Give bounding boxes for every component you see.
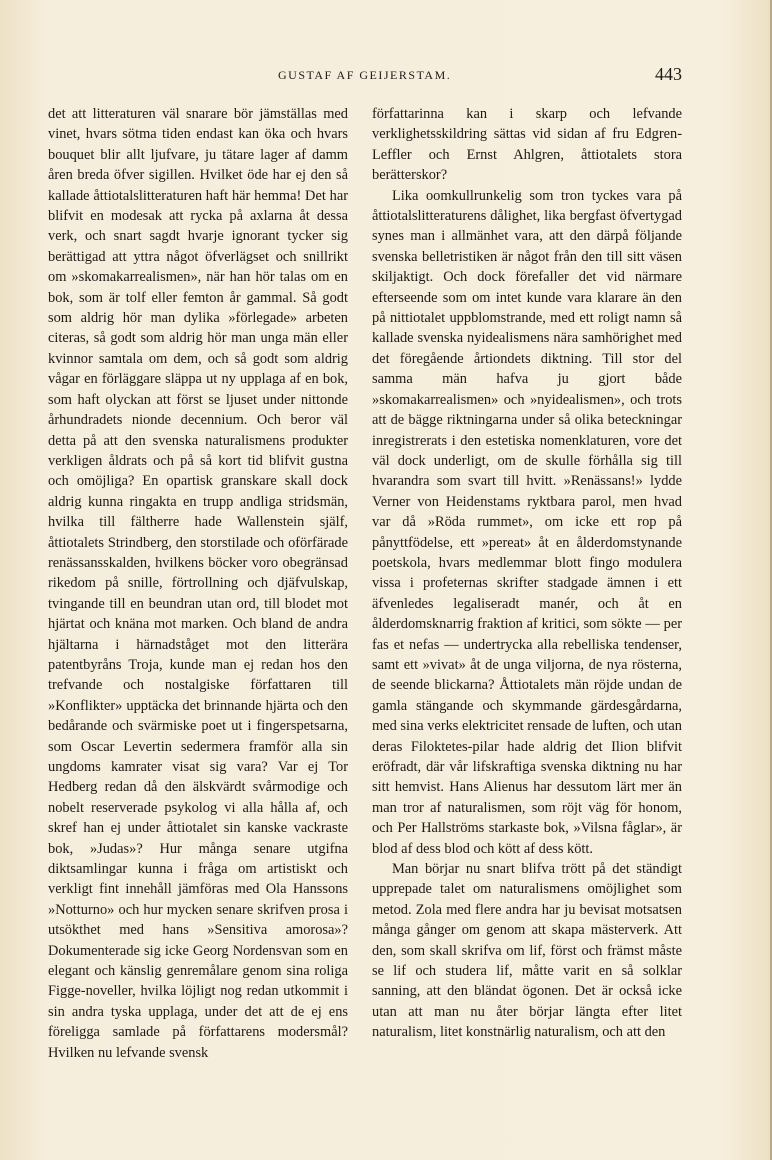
page-header [48,66,682,88]
page-number: 443 [655,64,682,84]
paragraph: Lika oomkullrunkelig som tron tyckes vara på åttiotalslitteraturens dålighet, lika bergfast öfvertygad synes man i allmänhet vara, att den därpå följande svenska belletristiken är något från den till sitt väsen skiljaktigt. Och dock förefaller det vid närmare efterseende som om intet kunde vara klarare än den på nittiotalet uppblomstrande, med ett roligt namn så kallade svenska nyidealismens nära samhörighet med det föregående årtiondets diktning. Till stor del samma män hafva ju gjort både »skomakarrealismen» och »nyidealismen», och trots att de bägge riktningarna under så olika beteckningar inregistrerats i den estetiska nomenklaturen, vore det väl dock underligt, om de skulle förhålla sig till hvarandra som svart till hvitt. »Renässans!» lydde Verner von Heidenstams ryktbara parol, men hvad var då »Röda rummet», om icke ett rop på pånyttfödelse, ett »pereat» åt en ålderdomstynande poetskola, hvars medlemmar blott fingo modulera vissa i profeternas skrifter stadgade ämnen i ett äfvenledes legaliseradt manér, och åt en ålderdomsknarrig fraktion af kritici, som sökte — per fas et nefas — undertrycka alla rebelliska tendenser, samt ett »vivat» åt de unga viljorna, de nya rösterna, de seende blickarna? Åttiotalets män röjde undan de gamla stängande och skymmande gärdesgårdarna, med sina verks elektricitet rensade de luften, och utan deras Filoktetes-pilar hade aldrig det Ilion blifvit eröfradt, där vår lifskraftiga svenska diktning nu har sitt hemvist. Hans Alienus har dessutom lärt mer än man tror af naturalismen, som röjt väg för honom, och Per Hallströms starkaste bok, »Vilsna fåglar», är blod af dess blod och kött af dess kött. [372,187,682,857]
left-column [48,104,348,1063]
paragraph: författarinna kan i skarp och lefvande verklighetsskildring sättas vid sidan af fru Edgren-Leffler och Ernst Ahlgren, åttiotalets stora berätterskor? [372,106,682,184]
paragraph: det att litteraturen väl snarare bör jämställas med vinet, hvars sötma tiden endast kan öka och hvars bouquet blir allt ljufvare, ju tätare lager af damm åren breda öfver sigillen. Hvilket öde har ej den så kallade åttiotalslitteraturen haft här hemma! Det har blifvit en modesak att rycka på axlarna åt dessa verk, och snart sagdt hvarje ignorant tycker sig berättigad att yttra något öfverlägset och snillrikt om »skomakarrealismen», när han hör talas om en bok, som är tolf eller femton år gammal. Så godt som aldrig hör man dylika »förlegade» arbeten citeras, så godt som aldrig hör man unga män eller kvinnor samtala om dem, och så godt som aldrig vågar en förläggare släppa ut ny upplaga af en bok, som haft olyckan att först se ljuset under nittonde århundradets nionde decennium. Och beror väl detta på att den svenska naturalismens produkter verkligen åldrats och på så kort tid blifvit gustna och omöjliga? En opartisk granskare skall dock aldrig kunna ringakta en trupp andliga stridsmän, hvilka till fältherre hade Wallenstein själf, åttiotalets Strindberg, den storstilade och oförfärade renässansskalden, hvilkens böcker voro obegränsad rikedom på snille, förtrollning och djäfvulskap, tvingande till en beundran utan ord, till blodet mot hjärtat och knäna mot marken. Och bland de andra hjältarna i härnadståget mot den litterära patentbyråns Troja, kunde man ej redan hos den trefvande och nostalgiske författaren till »Konflikter» upptäcka det brinnande hjärta och den bedårande och svärmiske poet ut i fingerspetsarna, som Oscar Levertin sedermera framför alla sin ungdoms kamrater visat sig vara? Var ej Tor Hedberg redan då den älskvärdt svårmodige och nobelt reserverade psykolog vi alla hålla af, och skref han ej under åttiotalet sin kanske vackraste bok, »Judas»? Hur många senare utgifna diktsamlingar kunna i fråga om artistiskt och verkligt fint innehåll jämföras med Ola Hanssons »Notturno» och hur mycken senare skrifven prosa i utsökthet med hans »Sensitiva amorosa»? Dokumenterade sig icke Georg Nordensvan som en elegant och känslig genremålare genom sina roliga Figge-noveller, hvilka löjligt nog redan utkommit i sin andra tyska upplaga, under det att de ej ens föreligga samlade på författarens modersmål? Hvilken nu lefvande svensk [48,106,348,1061]
right-column [372,104,682,1043]
running-title: GUSTAF AF GEIJERSTAM. [278,68,452,82]
paragraph: Man börjar nu snart blifva trött på det ständigt upprepade talet om naturalismens omöjlighet som metod. Zola med flere andra har ju bevisat motsatsen många gånger om genom att skapa mästerverk. Att den, som skall skrifva om lif, först och främst måste se lif och studera lif, måtte varit en så solklar sanning, att den bländat ögonen. Det är också icke utan att man nu åter börjar längta efter litet naturalism, litet konstnärlig naturalism, och att den [372,861,682,1041]
